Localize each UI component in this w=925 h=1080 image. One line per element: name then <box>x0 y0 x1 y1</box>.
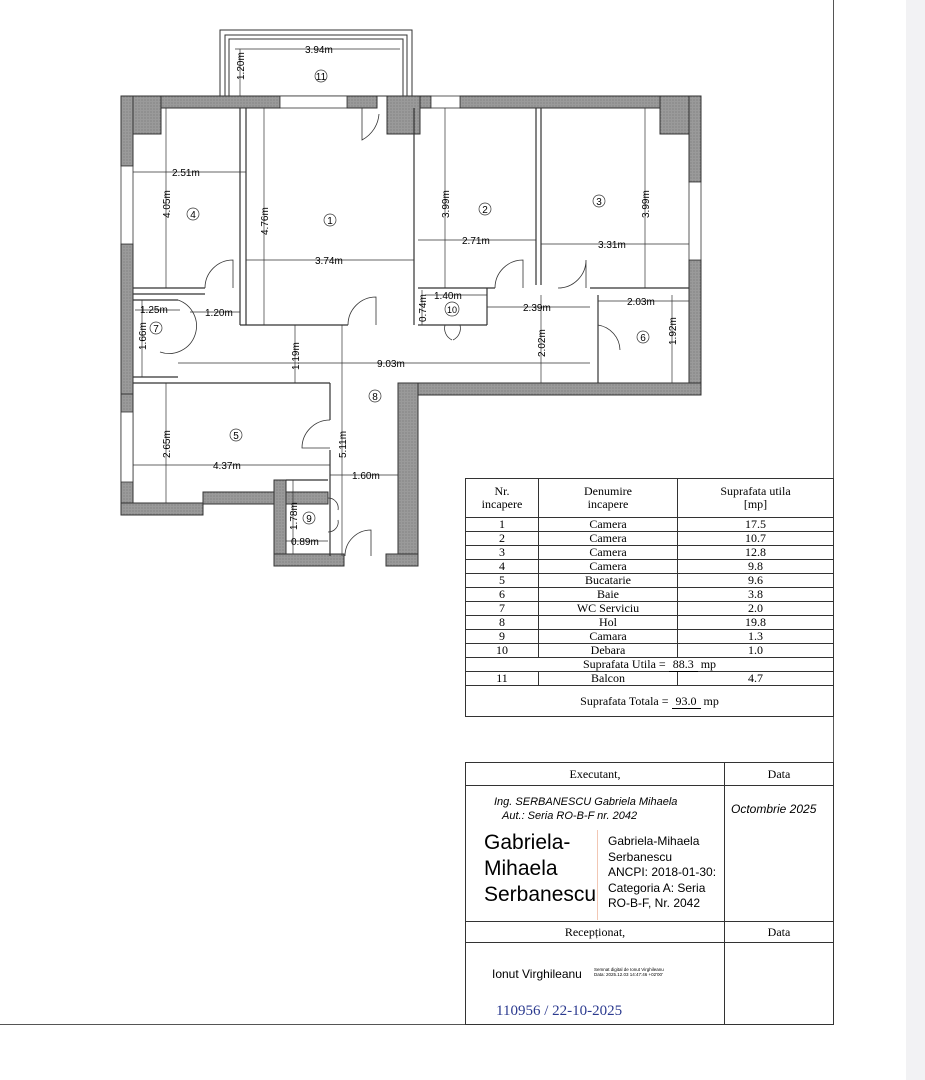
table-cell: Camara <box>539 630 678 644</box>
receiver-name: Ionut Virghileanu <box>492 967 582 981</box>
svg-text:9: 9 <box>306 514 312 525</box>
table-cell: Camera <box>539 532 678 546</box>
dim-label: 1.19m <box>291 342 302 370</box>
table-row <box>466 588 834 602</box>
dim-label: 4.76m <box>260 207 271 235</box>
table-row <box>466 630 834 644</box>
room-number-1 <box>324 214 336 227</box>
svg-text:10: 10 <box>446 305 458 315</box>
signature-detail-line: ANCPI: 2018-01-30: <box>608 865 717 879</box>
table-cell: Camera <box>539 560 678 574</box>
total-area-label: Suprafata Totala = <box>580 693 669 708</box>
table-cell: 9.8 <box>678 560 834 574</box>
table-row <box>466 616 834 630</box>
svg-text:8: 8 <box>372 392 378 403</box>
table-row <box>466 532 834 546</box>
signature-line: Serbanescu <box>484 883 597 906</box>
dim-label: 5.11m <box>338 430 349 458</box>
executant-label: Executant, <box>569 767 621 781</box>
signature-name <box>484 830 596 908</box>
svg-text:11: 11 <box>315 72 327 83</box>
dim-label: 9.03m <box>377 359 405 370</box>
dim-label: 1.60m <box>352 471 380 482</box>
dim-label: 4.05m <box>162 190 173 218</box>
header-area <box>678 479 834 518</box>
balcony-outline <box>220 30 412 96</box>
date-value: Octombrie 2025 <box>731 802 817 816</box>
room-number-6 <box>637 331 649 344</box>
executant-cell <box>465 762 725 786</box>
room-number-4 <box>187 208 199 221</box>
svg-text:4: 4 <box>190 210 196 221</box>
dim-label: 3.74m <box>315 256 343 267</box>
engineer-name: Ing. SERBANESCU Gabriela Mihaela <box>494 796 678 808</box>
table-cell: 2.0 <box>678 602 834 616</box>
table-cell: 4 <box>466 560 539 574</box>
room-number-2 <box>479 203 491 216</box>
room-number-7 <box>150 322 162 335</box>
table-row <box>466 518 834 532</box>
svg-text:2: 2 <box>482 205 488 216</box>
dim-label: 3.31m <box>598 240 626 251</box>
sign-note-line: Semnat digital de Ionut Virghileanu <box>594 967 664 972</box>
room-number-8 <box>369 390 381 403</box>
sign-note-line: Data: 2025.12.03 14:47:46 +02'00' <box>594 972 663 977</box>
receiver-date-cell <box>724 942 834 1025</box>
table-cell: 7 <box>466 602 539 616</box>
dim-label: 2.03m <box>627 297 655 308</box>
useful-area-cell <box>466 658 834 672</box>
table-cell: 5 <box>466 574 539 588</box>
header-name <box>539 479 678 518</box>
dim-label: 3.94m <box>305 45 333 56</box>
svg-text:3: 3 <box>596 197 602 208</box>
table-row <box>466 546 834 560</box>
table-cell: 1 <box>466 518 539 532</box>
data-cell-2 <box>724 921 834 943</box>
data-label-2: Data <box>767 925 791 939</box>
table-cell: WC Serviciu <box>539 602 678 616</box>
table-cell: 3.8 <box>678 588 834 602</box>
total-area-row <box>466 686 834 717</box>
dim-label: 2.51m <box>172 168 200 179</box>
room-number-3 <box>593 195 605 208</box>
table-cell: 11 <box>466 672 539 686</box>
table-cell: 8 <box>466 616 539 630</box>
table-row <box>466 574 834 588</box>
table-header-row <box>466 479 834 518</box>
table-cell: 19.8 <box>678 616 834 630</box>
table-cell: 1.3 <box>678 630 834 644</box>
table-cell: Debara <box>539 644 678 658</box>
useful-area-value: 88.3 <box>669 657 698 672</box>
table-cell: Camera <box>539 546 678 560</box>
dim-label: 2.39m <box>523 303 551 314</box>
header-nr-text: Nr. incapere <box>481 484 523 511</box>
table-cell: 4.7 <box>678 672 834 686</box>
signature-line: Gabriela- <box>484 831 571 854</box>
receptionat-label: Recepționat, <box>564 925 626 939</box>
table-cell: 1.0 <box>678 644 834 658</box>
room-number-5 <box>230 429 242 442</box>
dim-label: 1.20m <box>236 52 247 80</box>
table-cell: Hol <box>539 616 678 630</box>
table-cell: Baie <box>539 588 678 602</box>
dim-label: 2.02m <box>537 329 548 357</box>
room-area-table <box>465 478 834 717</box>
table-cell: Bucatarie <box>539 574 678 588</box>
header-nr <box>466 479 539 518</box>
header-name-text: Denumire incapere <box>584 484 632 511</box>
signature-detail-line: Gabriela-Mihaela <box>608 834 700 848</box>
useful-area-row <box>466 658 834 672</box>
room-number-9 <box>303 512 315 525</box>
room-number-11 <box>315 70 327 83</box>
svg-text:1: 1 <box>327 216 333 227</box>
signature-detail-line: RO-B-F, Nr. 2042 <box>608 896 701 910</box>
signature-details <box>608 834 716 912</box>
dim-label: 4.37m <box>213 461 241 472</box>
table-cell: Camera <box>539 518 678 532</box>
signature-line: Mihaela <box>484 857 558 880</box>
signature-stroke <box>597 830 600 920</box>
table-cell: 10 <box>466 644 539 658</box>
receiver-cell <box>465 942 725 1025</box>
receptionat-cell <box>465 921 725 943</box>
total-area-cell <box>466 686 834 717</box>
dim-label: 2.65m <box>162 430 173 458</box>
dim-label: 1.20m <box>205 308 233 319</box>
table-row-balcony <box>466 672 834 686</box>
dim-label: 3.99m <box>441 190 452 218</box>
dim-label: 0.74m <box>418 294 429 322</box>
side-scroll-strip <box>906 0 925 1080</box>
dim-label: 2.71m <box>462 236 490 247</box>
data-label: Data <box>767 767 791 781</box>
approval-stamp <box>465 762 834 1025</box>
reference-number: 110956 / 22-10-2025 <box>496 1003 623 1019</box>
room-number-10 <box>445 302 459 316</box>
table-cell: 9.6 <box>678 574 834 588</box>
table-row <box>466 644 834 658</box>
table-cell: 3 <box>466 546 539 560</box>
signature-detail-line: Serbanescu <box>608 849 673 864</box>
table-row <box>466 602 834 616</box>
total-area-unit: mp <box>703 693 719 708</box>
table-row <box>466 560 834 574</box>
svg-text:7: 7 <box>153 324 159 335</box>
date-cell <box>724 785 834 922</box>
table-cell: 10.7 <box>678 532 834 546</box>
engineer-cell <box>465 785 725 922</box>
table-cell: 2 <box>466 532 539 546</box>
receiver-sign-note <box>594 967 664 977</box>
data-cell <box>724 762 834 786</box>
dim-label: 1.25m <box>140 305 168 316</box>
svg-text:6: 6 <box>640 333 646 344</box>
table-cell: Balcon <box>539 672 678 686</box>
useful-area-unit: mp <box>700 657 717 671</box>
total-area-value: 93.0 <box>672 694 701 709</box>
dim-label: 1.40m <box>434 291 462 302</box>
useful-area-label: Suprafata Utila = <box>582 657 666 671</box>
dim-label: 0.89m <box>291 537 319 548</box>
table-cell: 9 <box>466 630 539 644</box>
engineer-authorization: Aut.: Seria RO-B-F nr. 2042 <box>502 810 638 822</box>
signature-detail-line: Categoria A: Seria <box>608 880 706 895</box>
table-cell: 17.5 <box>678 518 834 532</box>
dim-label: 1.78m <box>289 502 300 530</box>
table-cell: 12.8 <box>678 546 834 560</box>
dim-label: 3.99m <box>641 190 652 218</box>
dim-label: 1.92m <box>668 317 679 345</box>
table-cell: 6 <box>466 588 539 602</box>
svg-text:5: 5 <box>233 431 239 442</box>
dim-label: 1.66m <box>138 322 149 350</box>
header-area-text: Suprafata utila [mp] <box>720 484 791 511</box>
